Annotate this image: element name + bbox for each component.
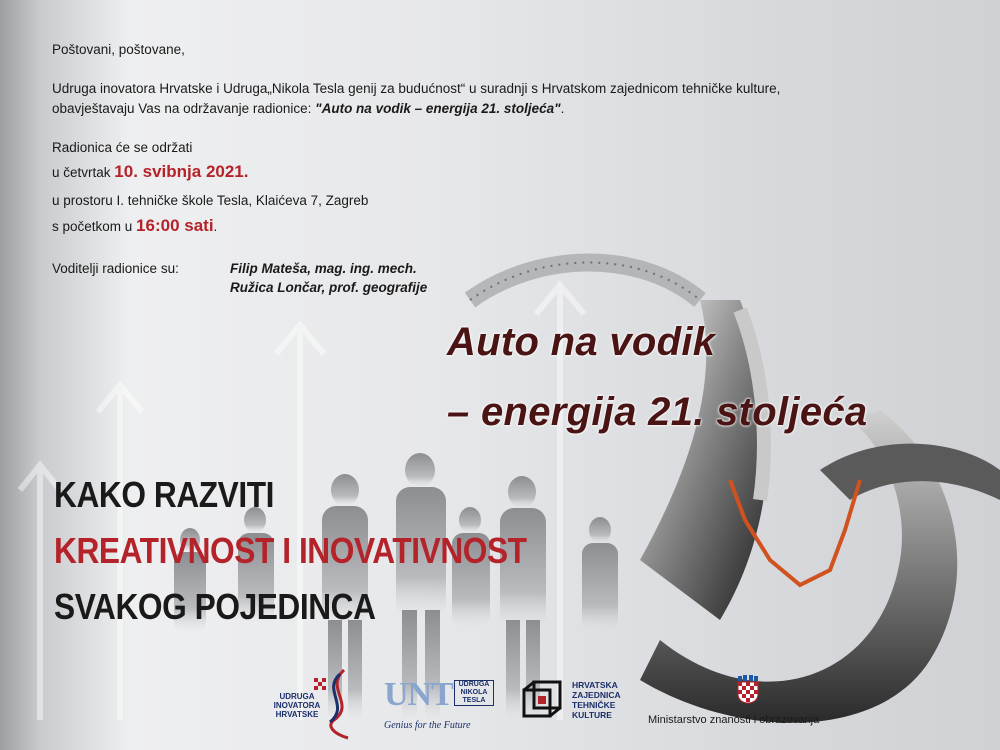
time-line — [52, 217, 217, 236]
unt-box-text-3: TESLA — [462, 697, 486, 704]
held-label: Radionica će se održati — [52, 140, 193, 155]
uih-text-3: HRVATSKE — [275, 710, 319, 719]
date-value: 10. svibnja 2021. — [114, 162, 249, 181]
uih-text-2: INOVATORA — [273, 701, 321, 710]
unt-mark: UNT — [384, 676, 453, 713]
hztk-text-4: KULTURE — [572, 710, 612, 720]
unt-box-text-1: UDRUGA — [458, 681, 490, 688]
uih-text-1: UDRUGA — [279, 692, 315, 701]
headline-line-2: KREATIVNOST I INOVATIVNOST — [54, 530, 527, 571]
hztk-cube-icon — [520, 678, 564, 722]
arc-shape — [470, 263, 700, 301]
date-prefix: u četvrtak — [52, 165, 115, 180]
time-prefix: s početkom u — [52, 219, 137, 234]
unt-box-text-2: NIKOLA — [460, 689, 488, 696]
intro-line-2 — [52, 100, 564, 118]
place-line: u prostoru I. tehničke škole Tesla, Klaićeva 7, Zagreb — [52, 193, 369, 208]
leaders-label: Voditelji radionice su: — [52, 261, 179, 276]
hztk-text-2: ZAJEDNICA — [572, 690, 621, 700]
time-value: 16:00 sati — [136, 216, 214, 235]
ministry-name: Ministarstvo znanosti i obrazovanja — [648, 714, 820, 726]
intro-line-2-suffix: . — [560, 101, 565, 116]
time-suffix: . — [213, 219, 218, 234]
greeting: Poštovani, poštovane, — [52, 42, 185, 57]
unt-tagline: Genius for the Future — [384, 720, 471, 731]
headline-line-3: SVAKOG POJEDINCA — [54, 586, 376, 627]
leader-1: Filip Mateša, mag. ing. mech. — [230, 261, 417, 276]
logo-ministry — [640, 674, 890, 734]
hztk-text-3: TEHNIČKE — [572, 700, 616, 710]
headline-line-1: KAKO RAZVITI — [54, 474, 274, 515]
workshop-title-line-2: – energija 21. stoljeća — [447, 390, 868, 434]
logo-hztk — [520, 678, 630, 730]
hztk-text-1: HRVATSKA — [572, 680, 618, 690]
intro-line-1: Udruga inovatora Hrvatske i Udruga„Nikola Tesla genij za budućnost“ u suradnji s Hrvatskom zajednicom tehničke kulture, — [52, 81, 781, 96]
intro-line-2-prefix: obavještavaju Vas na održavanje radionice: — [52, 101, 316, 116]
workshop-title-line-1: Auto na vodik — [447, 320, 716, 364]
logo-udruga-inovatora — [264, 668, 354, 740]
date-line — [52, 163, 248, 182]
logo-udruga-nikola-tesla — [384, 676, 504, 740]
workshop-name-inline: "Auto na vodik – energija 21. stoljeća" — [315, 101, 561, 116]
unt-box — [454, 680, 494, 706]
croatian-coat-of-arms-icon — [736, 674, 760, 704]
leader-2: Ružica Lončar, prof. geografije — [230, 280, 428, 295]
